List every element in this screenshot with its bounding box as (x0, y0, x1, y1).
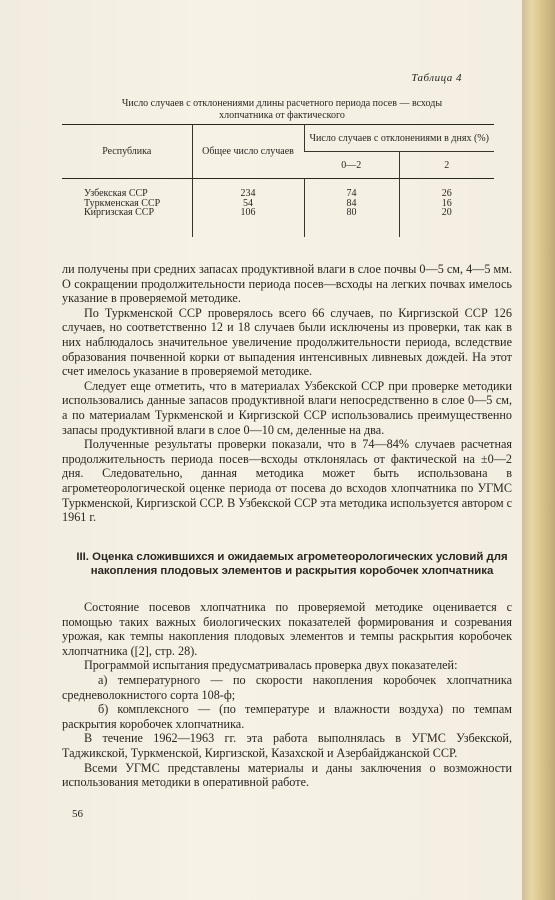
paragraph: Программой испытания предусматривалась проверка двух показателей: (84, 658, 458, 673)
paragraph: По Туркменской ССР проверялось всего 66 случаев, по Киргизской ССР 126 случаев, но соответственно 12 и 18 случаев были исключены из проверки, так как в них наблюдалось значительное увеличение продолжительности периода, вследствие образования почвенной корки от выпадения интенсивных ливневых дождей. На этот счет имелось указание в проверяемой методике. (62, 305, 512, 379)
row-dev-2: 20 (441, 207, 452, 218)
table-body-row (62, 179, 494, 238)
row-total: 234 (240, 188, 256, 199)
row-name: Узбекская ССР (84, 188, 148, 199)
cell-dev-0-2 (304, 179, 399, 238)
paragraph: ли получены при средних запасах продуктивной влаги в слое почвы 0—5 см, 4—5 мм. О сокращении продолжительности периода посев—всходы на легких почвах имелось указание в проверяемой методике. (62, 262, 512, 306)
paragraph: Полученные результаты проверки показали, что в 74—84% случаев расчетная продолжительность периода посев—всходы отклонялась от фактической на ±0—2 дня. Следовательно, данная методика может быть использована в агрометеорологической оценке периода от посева до всходов хлопчатника по УГМС Туркменской, Киргизской ССР. В Узбекской ССР эта методика используется автором с 1961 г. (62, 437, 512, 525)
body-text-lower (62, 600, 512, 790)
row-total: 54 (243, 197, 253, 209)
cell-republics (62, 179, 192, 238)
row-dev-0-2: 84 (346, 197, 357, 209)
table-title-line-2: хлопчатника от фактического (219, 110, 345, 121)
body-text-upper (62, 262, 512, 525)
row-dev-2: 16 (441, 197, 452, 209)
table-title (72, 98, 492, 122)
table-label: Таблица 4 (411, 72, 462, 84)
book-spine (522, 0, 555, 900)
header-dev-2: 2 (399, 152, 494, 179)
header-total: Общее число случаев (192, 125, 304, 179)
header-deviation: Число случаев с отклонениями в днях (%) (304, 125, 494, 152)
deviation-table (62, 124, 494, 237)
cell-dev-2 (399, 179, 494, 238)
paragraph: Следует еще отметить, что в материалах Узбекской ССР при проверке методики использовались данные запасов продуктивной влаги непосредственно в слое 0—5 см, а по материалам Туркменской и Киргизской ССР использовались преимущественно запасы продуктивной влаги в слое 0—10 см, деленные на два. (62, 378, 512, 437)
paragraph: Всеми УГМС представлены материалы и даны заключения о возможности использования методики в оперативной работе. (62, 760, 512, 790)
paragraph: Состояние посевов хлопчатника по проверяемой методике оценивается с помощью таких важных биологических показателей формирования и созревания урожая, как темпы накопления плодовых элементов и темпы раскрытия коробочек хлопчатника ([2], стр. 28). (62, 600, 512, 658)
row-name: Киргизская ССР (84, 207, 155, 218)
row-dev-2: 26 (441, 188, 452, 199)
header-dev-0-2: 0—2 (304, 152, 399, 179)
row-name: Туркменская ССР (84, 197, 161, 209)
section-heading: III. Оценка сложившихся и ожидаемых агрометеорологических условий для накопления плодовых элементов и раскрытия коробочек хлопчатника (76, 551, 508, 577)
row-dev-0-2: 74 (346, 188, 357, 199)
table-title-line-1: Число случаев с отклонениями длины расчетного периода посев — всходы (121, 98, 443, 109)
list-item: б) комплексного — (по температуре и влажности воздуха) по темпам раскрытия коробочек хлопчатника. (62, 702, 512, 731)
page-number: 56 (72, 808, 83, 820)
list-item: а) температурного — по скорости накопления коробочек хлопчатника средневолокнистого сорта 108-ф; (62, 672, 512, 702)
row-total: 106 (240, 207, 256, 218)
cell-totals (192, 179, 304, 238)
paragraph: В течение 1962—1963 гг. эта работа выполнялась в УГМС Узбекской, Таджикской, Туркменской, Киргизской, Казахской и Азербайджанской ССР. (62, 731, 512, 760)
header-republic: Республика (102, 146, 152, 157)
table-header (62, 125, 494, 179)
row-dev-0-2: 80 (346, 207, 357, 218)
